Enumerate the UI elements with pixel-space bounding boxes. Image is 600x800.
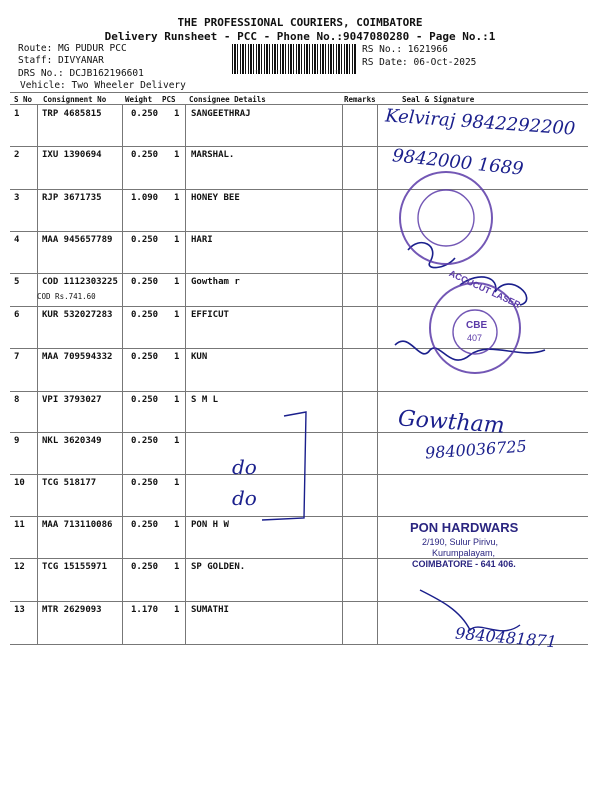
accucut-number-text: 407 (467, 333, 483, 343)
row-pcs: 1 (174, 235, 180, 245)
row-weight: 1.170 (131, 605, 159, 615)
row-consignment-no: VPI 3793027 (42, 395, 102, 405)
col-header-remarks: Remarks (344, 95, 376, 104)
row-sno: 8 (14, 395, 20, 405)
drs-label: DRS No.: DCJB162196601 (18, 68, 144, 79)
row-consignment-no: TCG 15155971 (42, 562, 108, 572)
row-consignment-no: COD 1112303225 (42, 277, 118, 287)
row-weight: 0.250 (131, 310, 159, 320)
col-header-signature: Seal & Signature (402, 95, 475, 104)
row-consignee: HONEY BEE (191, 193, 240, 203)
row-sno: 4 (14, 235, 20, 245)
rs-number: RS No.: 1621966 (362, 44, 448, 55)
row-sno: 6 (14, 310, 20, 320)
row-weight: 0.250 (131, 436, 159, 446)
row-consignee: SANGEETHRAJ (191, 109, 251, 119)
row-consignment-no: MAA 945657789 (42, 235, 113, 245)
handwritten-signature: 9842000 1689 (391, 145, 525, 180)
col-header-weight: Weight (125, 95, 153, 104)
company-title: THE PROFESSIONAL COURIERS, COIMBATORE (177, 16, 423, 29)
row-consignment-no: TCG 518177 (42, 478, 97, 488)
pon-stamp-line1: 2/190, Sulur Pirivu, (422, 537, 499, 547)
col-header-pcs: PCS (162, 95, 176, 104)
handwritten-number: 9840481871 (454, 623, 558, 652)
row-pcs: 1 (174, 605, 180, 615)
signature-stroke (420, 590, 520, 631)
row-consignment-no: IXU 1390694 (42, 150, 102, 160)
row-pcs: 1 (174, 277, 180, 287)
row-sno: 13 (14, 605, 25, 615)
round-stamp (400, 172, 492, 264)
row-cod-note: COD Rs.741.60 (37, 292, 96, 301)
route-label: Route: MG PUDUR PCC (18, 43, 127, 54)
row-consignment-no: MTR 2629093 (42, 605, 102, 615)
pon-stamp-line2: Kurumpalayam, (432, 548, 496, 558)
row-sno: 10 (14, 478, 25, 488)
row-weight: 0.250 (131, 520, 159, 530)
row-sno: 2 (14, 150, 20, 160)
row-weight: 0.250 (131, 562, 159, 572)
row-pcs: 1 (174, 436, 180, 446)
row-sno: 3 (14, 193, 20, 203)
col-header-consignee: Consignee Details (189, 95, 266, 104)
row-consignee: Gowtham r (191, 277, 240, 287)
bracket-stroke (262, 412, 306, 520)
row-weight: 1.090 (131, 193, 159, 203)
row-consignee: SUMATHI (191, 605, 229, 615)
row-weight: 0.250 (131, 277, 159, 287)
col-header-consignment: Consignment No (43, 95, 107, 104)
row-pcs: 1 (174, 310, 180, 320)
row-consignee: MARSHAL. (191, 150, 235, 160)
row-consignee: HARI (191, 235, 213, 245)
ditto-mark: do (232, 455, 257, 479)
handwritten-number: 9840036725 (424, 436, 528, 463)
row-pcs: 1 (174, 478, 180, 488)
col-header-sno: S No (14, 95, 33, 104)
signature-stroke (395, 341, 545, 360)
row-pcs: 1 (174, 193, 180, 203)
row-consignment-no: TRP 4685815 (42, 109, 102, 119)
row-sno: 5 (14, 277, 20, 287)
runsheet-subtitle: Delivery Runsheet - PCC - Phone No.:9047080280 - Page No.:1 (104, 30, 496, 43)
row-weight: 0.250 (131, 235, 159, 245)
handwritten-signature: Gowtham (397, 406, 506, 439)
row-consignee: PON H W (191, 520, 229, 530)
row-consignment-no: RJP 3671735 (42, 193, 102, 203)
row-pcs: 1 (174, 150, 180, 160)
row-consignment-no: NKL 3620349 (42, 436, 102, 446)
row-pcs: 1 (174, 395, 180, 405)
row-consignment-no: MAA 713110086 (42, 520, 113, 530)
row-sno: 7 (14, 352, 20, 362)
row-pcs: 1 (174, 109, 180, 119)
row-weight: 0.250 (131, 395, 159, 405)
row-consignment-no: KUR 532027283 (42, 310, 113, 320)
round-stamp-inner (418, 190, 474, 246)
row-sno: 12 (14, 562, 25, 572)
pon-stamp-name: PON HARDWARS (410, 520, 519, 535)
ditto-mark: do (232, 486, 257, 510)
accucut-center-text: CBE (466, 320, 488, 331)
row-consignee: S M L (191, 395, 219, 405)
row-consignee: EFFICUT (191, 310, 229, 320)
vehicle-label: Vehicle: Two Wheeler Delivery (20, 80, 186, 91)
row-weight: 0.250 (131, 150, 159, 160)
handwritten-signature: Kelviraj 9842292200 (384, 105, 576, 140)
row-sno: 11 (14, 520, 25, 530)
row-consignment-no: MAA 709594332 (42, 352, 113, 362)
row-weight: 0.250 (131, 109, 159, 119)
row-sno: 9 (14, 436, 20, 446)
rs-date: RS Date: 06-Oct-2025 (362, 57, 477, 68)
row-sno: 1 (14, 109, 20, 119)
row-pcs: 1 (174, 352, 180, 362)
row-weight: 0.250 (131, 352, 159, 362)
row-pcs: 1 (174, 520, 180, 530)
row-consignee: KUN (191, 352, 208, 362)
row-pcs: 1 (174, 562, 180, 572)
row-weight: 0.250 (131, 478, 159, 488)
pon-stamp-line3: COIMBATORE - 641 406. (412, 559, 516, 569)
staff-label: Staff: DIVYANAR (18, 55, 104, 66)
row-consignee: SP GOLDEN. (191, 562, 246, 572)
accucut-stamp-inner (453, 310, 497, 354)
accucut-ring-text: ACCUCUT LASER (447, 268, 522, 310)
